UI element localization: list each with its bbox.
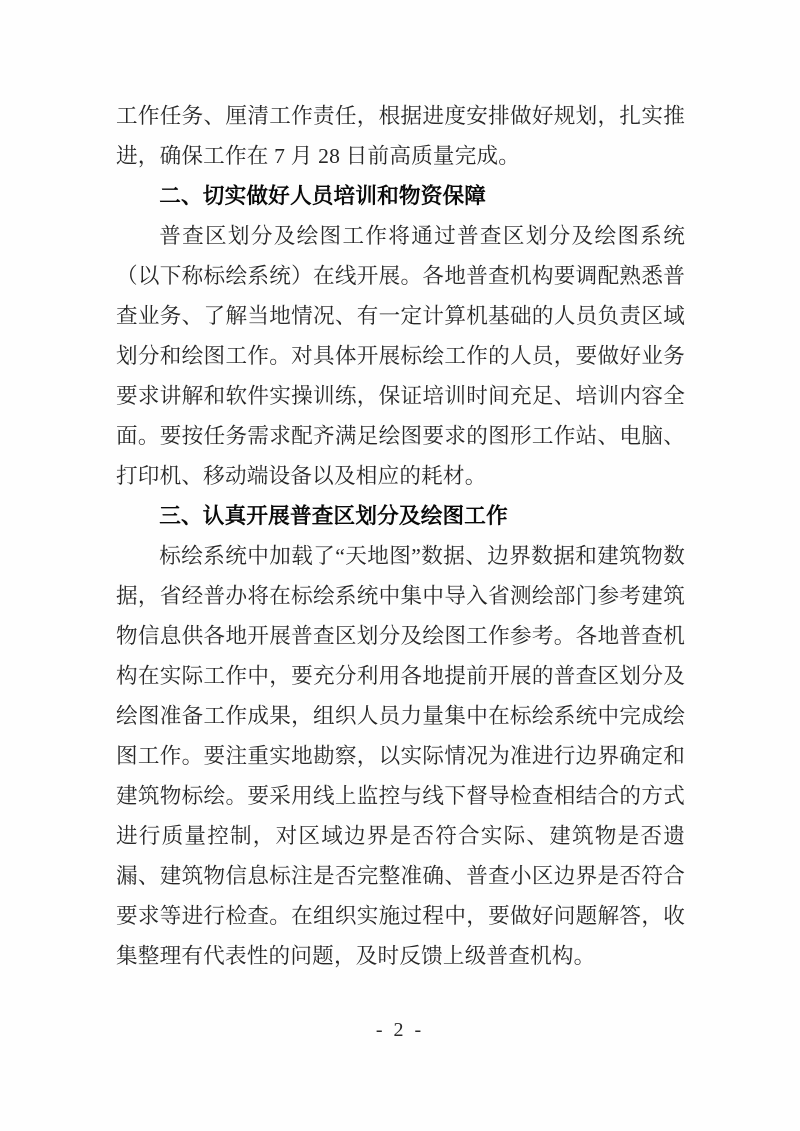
paragraph: 标绘系统中加载了“天地图”数据、边界数据和建筑物数据，省经普办将在标绘系统中集中导入省测绘部门参考建筑物信息供各地开展普查区划分及绘图工作参考。各地普查机构在实际工作中，要充分利用各地提前开展的普查区划分及绘图准备工作成果，组织人员力量集中在标绘系统中完成绘图工作。要注重实地勘察，以实际情况为准进行边界确定和建筑物标绘。要采用线上监控与线下督导检查相结合的方式进行质量控制，对区域边界是否符合实际、建筑物是否遗漏、建筑物信息标注是否完整准确、普查小区边界是否符合要求等进行检查。在组织实施过程中，要做好问题解答，收集整理有代表性的问题，及时反馈上级普查机构。 — [116, 544, 685, 968]
section-heading: 三、认真开展普查区划分及绘图工作 — [159, 503, 508, 528]
document-body — [116, 96, 685, 976]
section-heading: 二、切实做好人员培训和物资保障 — [159, 183, 487, 208]
paragraph: 工作任务、厘清工作责任，根据进度安排做好规划，扎实推进，确保工作在 7 月 28 日前高质量完成。 — [116, 104, 685, 168]
page-number: - 2 - — [375, 1019, 425, 1041]
paragraph: 普查区划分及绘图工作将通过普查区划分及绘图系统（以下称标绘系统）在线开展。各地普查机构要调配熟悉普查业务、了解当地情况、有一定计算机基础的人员负责区域划分和绘图工作。对具体开展标绘工作的人员，要做好业务要求讲解和软件实操训练，保证培训时间充足、培训内容全面。要按任务需求配齐满足绘图要求的图形工作站、电脑、打印机、移动端设备以及相应的耗材。 — [116, 224, 685, 488]
